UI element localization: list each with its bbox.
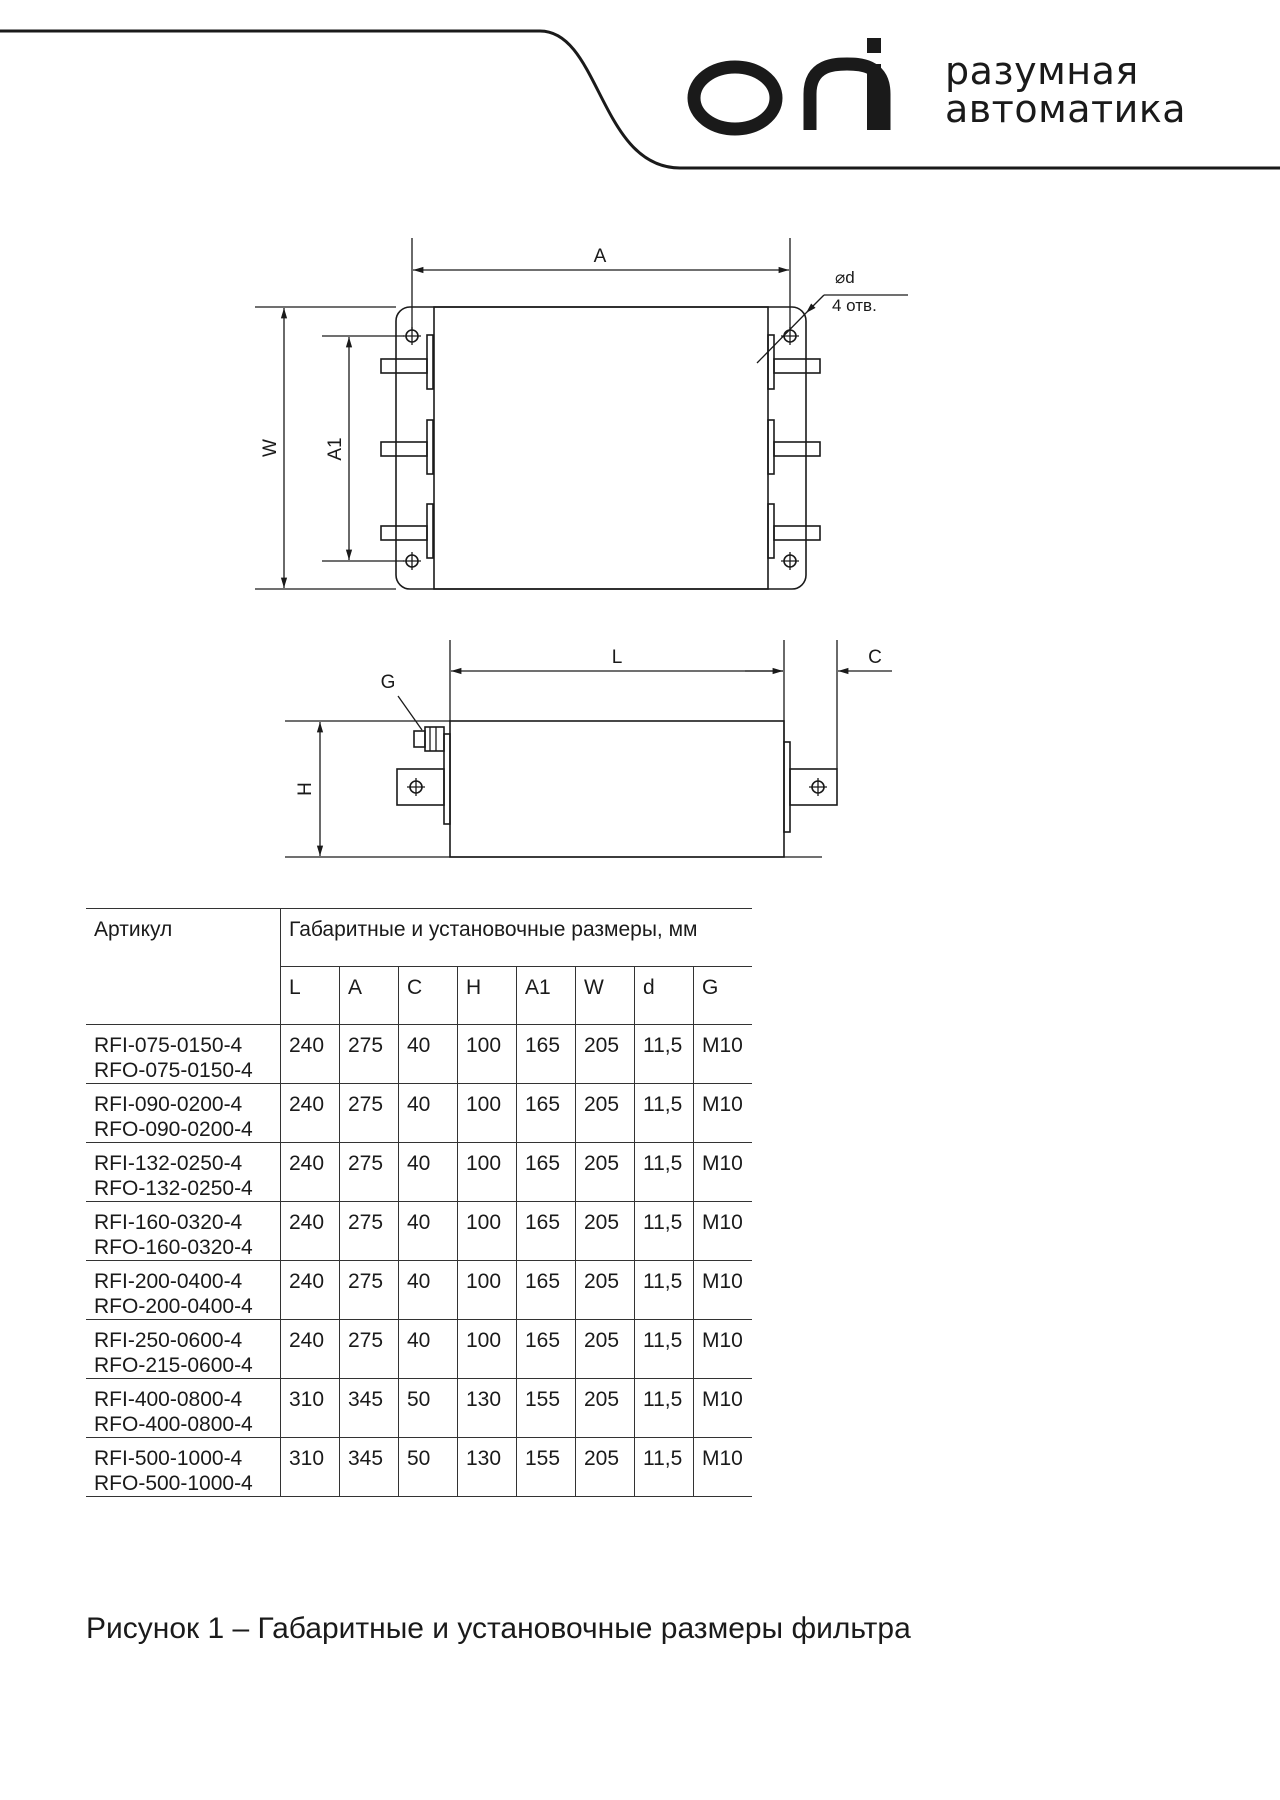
side-view	[285, 640, 892, 857]
filter-body-top	[434, 307, 768, 589]
dimension-cell: 11,5	[635, 1084, 694, 1143]
table-row	[86, 1025, 752, 1084]
article-number: RFO-200-0400-4	[94, 1295, 253, 1318]
dimension-cell: 205	[576, 1379, 635, 1438]
article-number: RFO-500-1000-4	[94, 1472, 253, 1495]
dimension-cell: 50	[399, 1438, 458, 1497]
dimension-cell: 165	[517, 1202, 576, 1261]
dimension-cell: 275	[340, 1084, 399, 1143]
dimension-cell: 155	[517, 1379, 576, 1438]
dimension-cell: 205	[576, 1438, 635, 1497]
dimension-cell: 11,5	[635, 1025, 694, 1084]
article-cell	[86, 1379, 281, 1438]
dimension-cell: 165	[517, 1320, 576, 1379]
dim-label-A: A	[593, 246, 607, 267]
terminals-right	[768, 335, 820, 558]
dimension-cell: M10	[694, 1379, 753, 1438]
dimension-cell: 11,5	[635, 1202, 694, 1261]
dimension-cell: 11,5	[635, 1438, 694, 1497]
dim-label-holes: 4 отв.	[832, 296, 877, 315]
article-number: RFO-132-0250-4	[94, 1177, 253, 1200]
dimension-cell: 275	[340, 1261, 399, 1320]
column-header: A	[340, 967, 399, 1025]
dimension-cell: 40	[399, 1320, 458, 1379]
article-number: RFI-160-0320-4	[94, 1211, 243, 1234]
ground-leader	[398, 696, 422, 730]
dimension-cell: M10	[694, 1261, 753, 1320]
dimension-cell: 275	[340, 1025, 399, 1084]
article-number: RFI-090-0200-4	[94, 1093, 243, 1116]
article-number: RFI-500-1000-4	[94, 1447, 243, 1470]
ground-stud	[425, 727, 444, 751]
table-row	[86, 1261, 752, 1320]
table-row	[86, 1084, 752, 1143]
article-number: RFI-400-0800-4	[94, 1388, 243, 1411]
dim-label-H: H	[295, 782, 316, 796]
dimension-cell: 11,5	[635, 1143, 694, 1202]
dimension-cell: M10	[694, 1320, 753, 1379]
article-cell	[86, 1143, 281, 1202]
dimension-cell: 345	[340, 1438, 399, 1497]
dimension-cell: 205	[576, 1320, 635, 1379]
logo-text: oni	[0, 0, 2, 1]
table-header-group: Габаритные и установочные размеры, мм	[281, 909, 753, 967]
dimension-cell: 205	[576, 1143, 635, 1202]
dimension-cell: 165	[517, 1143, 576, 1202]
dimension-cell: 205	[576, 1025, 635, 1084]
dimension-cell: 100	[458, 1202, 517, 1261]
dimension-cell: M10	[694, 1025, 753, 1084]
dimension-cell: 275	[340, 1143, 399, 1202]
dimension-cell: 40	[399, 1202, 458, 1261]
dimension-cell: 205	[576, 1202, 635, 1261]
dimension-cell: 240	[281, 1261, 340, 1320]
table-row	[86, 1202, 752, 1261]
article-cell	[86, 1438, 281, 1497]
dimension-cell: 40	[399, 1143, 458, 1202]
tagline-line-1: разумная	[945, 49, 1139, 93]
dimension-cell: 130	[458, 1379, 517, 1438]
dimension-cell: 310	[281, 1379, 340, 1438]
dim-label-W: W	[260, 439, 281, 457]
figure-caption: Рисунок 1 – Габаритные и установочные размеры фильтра	[86, 1612, 911, 1645]
article-cell	[86, 1320, 281, 1379]
table-row	[86, 1438, 752, 1497]
article-cell	[86, 1025, 281, 1084]
article-number: RFI-250-0600-4	[94, 1329, 243, 1352]
article-number: RFO-160-0320-4	[94, 1236, 253, 1259]
column-header: d	[635, 967, 694, 1025]
table-row	[86, 1143, 752, 1202]
table-header-article: Артикул	[86, 909, 281, 1025]
filter-body-side	[450, 721, 784, 857]
dimension-cell: 40	[399, 1261, 458, 1320]
dimension-cell: M10	[694, 1084, 753, 1143]
column-header: C	[399, 967, 458, 1025]
dimension-cell: 40	[399, 1084, 458, 1143]
dimension-cell: 155	[517, 1438, 576, 1497]
dim-label-L: L	[611, 647, 623, 668]
dimension-cell: M10	[694, 1202, 753, 1261]
dimension-cell: 11,5	[635, 1261, 694, 1320]
article-cell	[86, 1261, 281, 1320]
dimension-cell: 310	[281, 1438, 340, 1497]
dimension-cell: 11,5	[635, 1320, 694, 1379]
dimension-cell: 240	[281, 1084, 340, 1143]
dimension-cell: 275	[340, 1202, 399, 1261]
dimension-cell: 165	[517, 1025, 576, 1084]
dimension-cell: 205	[576, 1084, 635, 1143]
dimension-cell: 130	[458, 1438, 517, 1497]
dimension-cell: 100	[458, 1261, 517, 1320]
table-row	[86, 1320, 752, 1379]
article-number: RFI-075-0150-4	[94, 1034, 243, 1057]
dimensions-table	[86, 908, 752, 1497]
dimension-cell: 100	[458, 1320, 517, 1379]
dimension-cell: 165	[517, 1261, 576, 1320]
dimension-cell: 100	[458, 1084, 517, 1143]
article-cell	[86, 1202, 281, 1261]
article-number: RFI-200-0400-4	[94, 1270, 243, 1293]
dimension-cell: 205	[576, 1261, 635, 1320]
article-number: RFO-215-0600-4	[94, 1354, 253, 1377]
column-header: W	[576, 967, 635, 1025]
dimension-cell: 40	[399, 1025, 458, 1084]
dimension-cell: 100	[458, 1143, 517, 1202]
dimension-cell: 11,5	[635, 1379, 694, 1438]
table-row	[86, 1379, 752, 1438]
dim-label-G: G	[380, 672, 396, 693]
column-header: G	[694, 967, 753, 1025]
article-number: RFO-075-0150-4	[94, 1059, 253, 1082]
dimension-cell: 240	[281, 1143, 340, 1202]
column-header: H	[458, 967, 517, 1025]
article-number: RFI-132-0250-4	[94, 1152, 243, 1175]
dimension-cell: 165	[517, 1084, 576, 1143]
dimension-cell: 240	[281, 1202, 340, 1261]
dim-label-d: ⌀d	[835, 268, 855, 287]
article-cell	[86, 1084, 281, 1143]
dimension-cell: 275	[340, 1320, 399, 1379]
article-number: RFO-400-0800-4	[94, 1413, 253, 1436]
article-number: RFO-090-0200-4	[94, 1118, 253, 1141]
dim-label-A1: A1	[325, 437, 346, 461]
tagline-line-2: автоматика	[945, 87, 1187, 131]
dimension-cell: M10	[694, 1438, 753, 1497]
dimension-cell: 240	[281, 1320, 340, 1379]
mounting-plate	[396, 307, 806, 589]
dim-label-C: C	[868, 647, 882, 668]
dimension-cell: 345	[340, 1379, 399, 1438]
column-header: L	[281, 967, 340, 1025]
dimension-cell: 100	[458, 1025, 517, 1084]
dimension-cell: 240	[281, 1025, 340, 1084]
top-view	[255, 238, 908, 589]
dimension-cell: M10	[694, 1143, 753, 1202]
mounting-holes	[403, 327, 799, 570]
terminals-left	[381, 335, 433, 558]
column-header: A1	[517, 967, 576, 1025]
dimension-cell: 50	[399, 1379, 458, 1438]
